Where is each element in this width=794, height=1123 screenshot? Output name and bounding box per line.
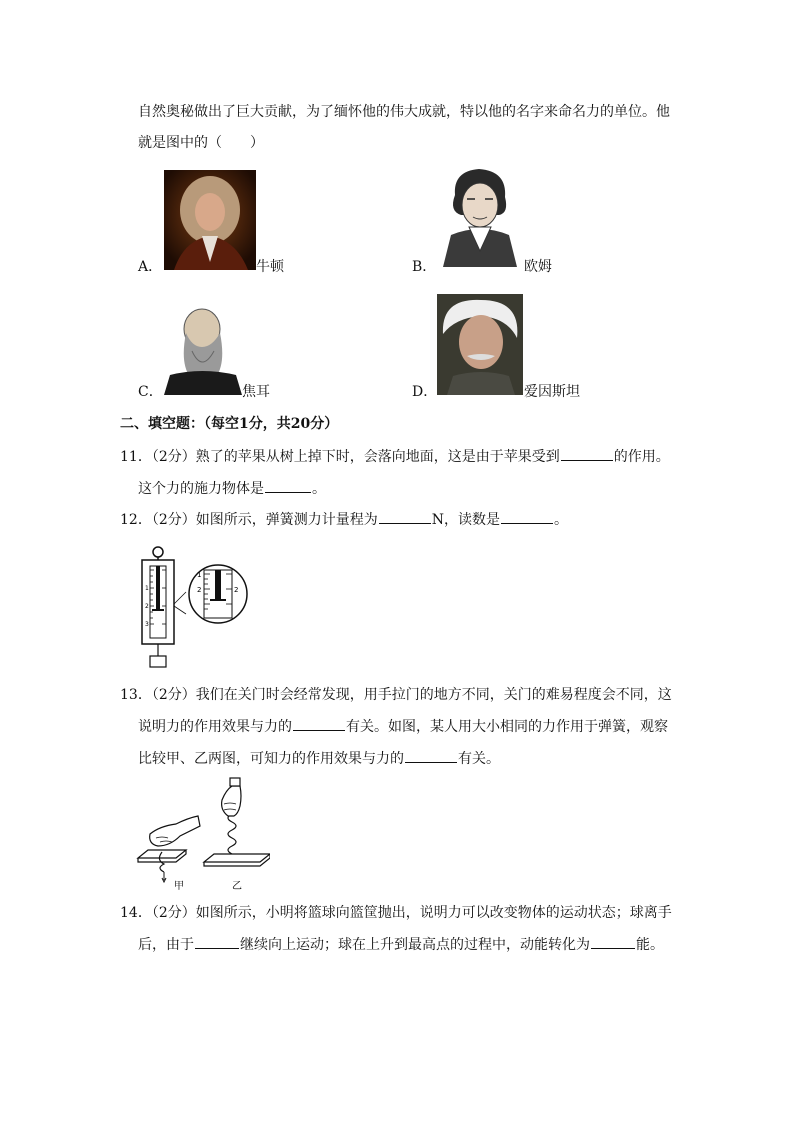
newton-portrait <box>164 170 256 270</box>
zoom-tick-3: 2 <box>234 586 239 594</box>
option-b-name: 欧姆 <box>524 259 552 275</box>
q14-text-b: 后，由于 <box>138 937 194 953</box>
spring-hands-figure <box>136 776 270 894</box>
zoom-tick-1: 1 <box>197 571 202 579</box>
option-a-name: 牛顿 <box>256 259 284 275</box>
section-title: 二、填空题：（每空1分，共20分） <box>120 416 339 432</box>
zoom-tick-2: 2 <box>197 586 202 594</box>
q14-line2 <box>138 934 664 955</box>
figure-label-yi: 乙 <box>232 881 242 892</box>
option-a-letter: A． <box>138 259 163 275</box>
option-d-letter: D． <box>412 384 438 400</box>
einstein-portrait <box>437 294 523 395</box>
q13-blank-2[interactable] <box>405 748 457 763</box>
q13-line2 <box>138 716 668 737</box>
q13-text-b: 说明力的作用效果与力的 <box>138 719 292 735</box>
figure-label-jia: 甲 <box>174 881 184 892</box>
q11-text-a: 11．（2分）熟了的苹果从树上掉下时，会落向地面，这是由于苹果受到 <box>120 449 560 465</box>
option-c-letter: C． <box>138 384 163 400</box>
q11-text-b: 的作用。 <box>613 449 670 465</box>
spring-scale-figure <box>138 544 250 668</box>
q14-text-c: 继续向上运动；球在上升到最高点的过程中，动能转化为 <box>240 937 590 953</box>
q14-blank-2[interactable] <box>591 934 635 949</box>
q12-text-b: N，读数是 <box>431 512 500 528</box>
scale-tick-2: 2 <box>145 603 149 610</box>
q13-line3 <box>138 748 500 769</box>
scale-tick-3: 3 <box>145 621 149 628</box>
q14-text-d: 能。 <box>636 937 664 953</box>
joule-portrait <box>164 303 242 395</box>
q12-text-a: 12．（2分）如图所示，弹簧测力计量程为 <box>120 512 378 528</box>
q11-text-c: 这个力的施力物体是 <box>138 481 264 497</box>
option-b-letter: B． <box>412 259 437 275</box>
q12-blank-1[interactable] <box>379 509 431 524</box>
q11-blank-2[interactable] <box>265 478 311 493</box>
q14-line1: 14．（2分）如图所示，小明将篮球向篮筐抛出，说明力可以改变物体的运动状态；球离手 <box>120 905 672 921</box>
q14-blank-1[interactable] <box>195 934 239 949</box>
q13-text-d: 比较甲、乙两图，可知力的作用效果与力的 <box>138 751 404 767</box>
q12-line1 <box>120 509 568 530</box>
q10-line2: 就是图中的（ ） <box>138 135 264 151</box>
option-d-name: 爱因斯坦 <box>524 384 580 400</box>
q11-line2 <box>138 478 326 499</box>
option-c-name: 焦耳 <box>242 384 270 400</box>
q11-blank-1[interactable] <box>561 446 613 461</box>
q13-text-e: 有关。 <box>458 751 500 767</box>
q12-text-c: 。 <box>553 512 568 528</box>
q13-line1: 13．（2分）我们在关门时会经常发现，用手拉门的地方不同，关门的难易程度会不同，这 <box>120 687 672 703</box>
q11-text-d: 。 <box>312 481 326 497</box>
q12-blank-2[interactable] <box>501 509 553 524</box>
q11-line1 <box>120 446 670 467</box>
scale-tick-1: 1 <box>145 585 149 592</box>
ohm-portrait <box>437 165 523 267</box>
q13-blank-1[interactable] <box>293 716 345 731</box>
q13-text-c: 有关。如图，某人用大小相同的力作用于弹簧，观察 <box>346 719 668 735</box>
q10-line1: 自然奥秘做出了巨大贡献，为了缅怀他的伟大成就，特以他的名字来命名力的单位。他 <box>138 104 670 120</box>
